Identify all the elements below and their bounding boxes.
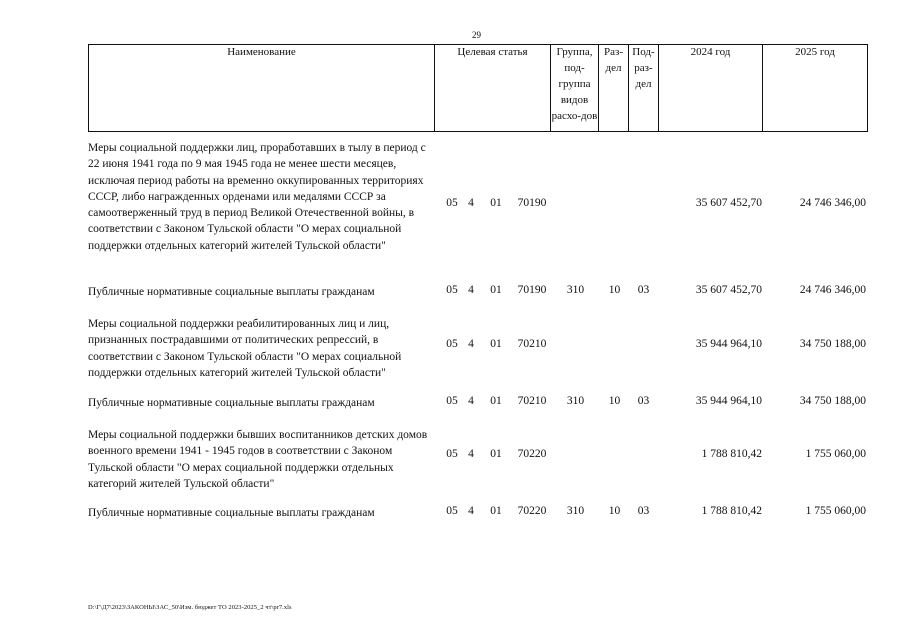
row-code-3: 01 — [490, 284, 502, 296]
header-bottom-border — [88, 131, 868, 132]
header-subsection: Под-раз-дел — [632, 46, 655, 90]
row-amount-2025: 24 746 346,00 — [799, 197, 866, 209]
row-code-4: 70220 — [517, 505, 547, 517]
header-target: Целевая статья — [457, 46, 528, 58]
row-amount-2025: 1 755 060,00 — [805, 448, 866, 460]
row-code-2: 4 — [468, 395, 474, 407]
row-code-1: 05 — [446, 448, 458, 460]
row-amount-2025: 24 746 346,00 — [799, 284, 866, 296]
row-code-2: 4 — [468, 284, 474, 296]
page-number: 29 — [472, 30, 481, 40]
row-name: Публичные нормативные социальные выплаты гражданам — [88, 397, 375, 409]
row-section: 10 — [608, 284, 621, 296]
table-row — [88, 505, 868, 523]
row-code-4: 70220 — [517, 448, 547, 460]
row-name: Меры социальной поддержки реабилитированных лиц и лиц, признанных пострадавшими от политических репрессий, в соответствии с Законом Тульской области "О мерах социальной поддержки отдельных категорий жителей Тульской области" — [88, 318, 402, 379]
row-code-3: 01 — [490, 395, 502, 407]
row-name: Публичные нормативные социальные выплаты гражданам — [88, 286, 375, 298]
header-2024: 2024 год — [690, 46, 731, 58]
header-divider — [867, 44, 868, 132]
row-code-1: 05 — [446, 284, 458, 296]
table-row — [88, 140, 868, 271]
row-section: 10 — [608, 395, 621, 407]
table-row — [88, 316, 868, 382]
row-code-3: 01 — [490, 338, 502, 350]
row-subsection: 03 — [637, 284, 650, 296]
header-2025: 2025 год — [795, 46, 835, 58]
table-row — [88, 284, 868, 302]
row-group: 310 — [566, 284, 585, 296]
row-amount-2024: 35 944 964,10 — [695, 338, 762, 350]
row-amount-2025: 34 750 188,00 — [799, 338, 866, 350]
header-section: Раз-дел — [603, 46, 623, 74]
header-name: Наименование — [227, 46, 296, 58]
row-subsection: 03 — [637, 505, 650, 517]
row-code-4: 70190 — [517, 197, 547, 209]
row-amount-2024: 35 607 452,70 — [695, 197, 762, 209]
row-amount-2025: 1 755 060,00 — [805, 505, 866, 517]
row-code-2: 4 — [468, 505, 474, 517]
row-group: 310 — [566, 505, 585, 517]
row-code-3: 01 — [490, 197, 502, 209]
row-code-2: 4 — [468, 197, 474, 209]
row-code-2: 4 — [468, 338, 474, 350]
row-section: 10 — [608, 505, 621, 517]
header-group: Группа, под-группа видов расхо-дов — [551, 46, 598, 122]
row-code-4: 70190 — [517, 284, 547, 296]
row-code-1: 05 — [446, 505, 458, 517]
file-path: D:\Г\Д7\2023\ЗАКОНЫ\ЗАС_50\Изм. бюджет ТО 2023-2025_2 чт\pr7.xls — [88, 604, 292, 611]
row-amount-2024: 1 788 810,42 — [701, 505, 762, 517]
row-code-3: 01 — [490, 505, 502, 517]
row-code-3: 01 — [490, 448, 502, 460]
row-subsection: 03 — [637, 395, 650, 407]
row-amount-2024: 1 788 810,42 — [701, 448, 762, 460]
table-row — [88, 427, 868, 493]
row-name: Меры социальной поддержки бывших воспитанников детских домов военного времени 1941 - 1945 годов в соответствии с Законом Тульской области "О мерах социальной поддержки отдельных категорий жителей Тульской области" — [88, 429, 428, 490]
row-code-1: 05 — [446, 197, 458, 209]
row-amount-2024: 35 607 452,70 — [695, 284, 762, 296]
row-name: Меры социальной поддержки лиц, проработавших в тылу в период с 22 июня 1941 года по 9 мая 1945 года не менее шести месяцев, исключая период работы на временно оккупированных территориях СССР, либо награжденных орденами или медалями СССР за самоотверженный труд в период Великой Отечественной войны, в соответствии с Законом Тульской области "О мерах социальной поддержки отдельных категорий жителей Тульской области" — [88, 142, 426, 252]
table-row — [88, 395, 868, 413]
row-code-2: 4 — [468, 448, 474, 460]
row-amount-2025: 34 750 188,00 — [799, 395, 866, 407]
row-code-4: 70210 — [517, 395, 547, 407]
row-group: 310 — [566, 395, 585, 407]
row-code-1: 05 — [446, 395, 458, 407]
row-name: Публичные нормативные социальные выплаты гражданам — [88, 507, 375, 519]
row-code-1: 05 — [446, 338, 458, 350]
row-code-4: 70210 — [517, 338, 547, 350]
row-amount-2024: 35 944 964,10 — [695, 395, 762, 407]
